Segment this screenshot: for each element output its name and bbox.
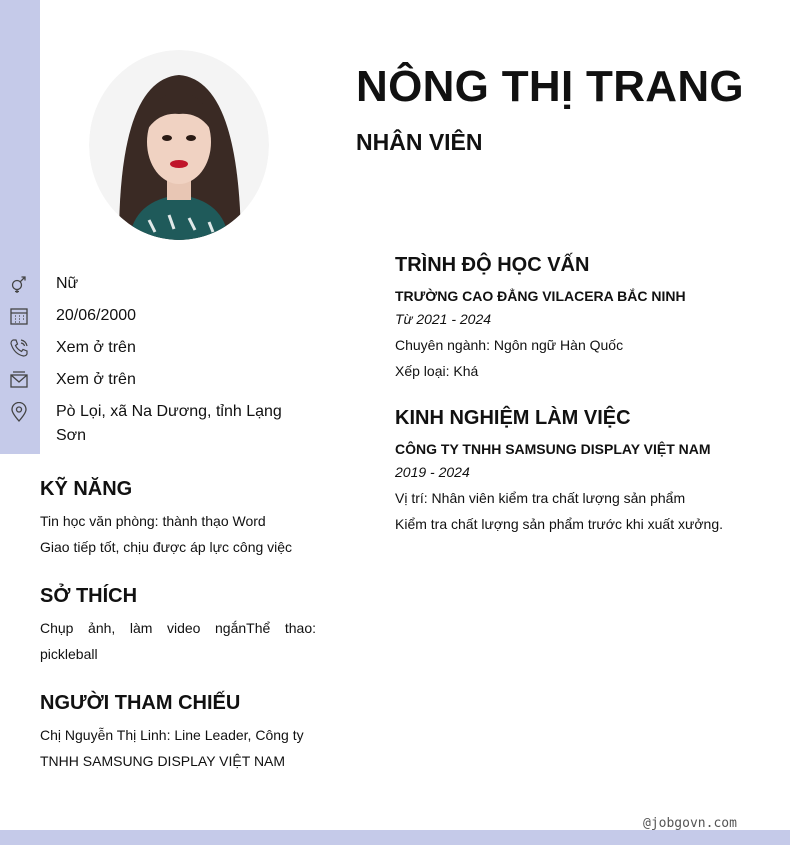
experience-period: 2019 - 2024: [395, 464, 470, 480]
phone-icon: [9, 338, 29, 358]
hobbies-title: SỞ THÍCH: [40, 585, 138, 607]
references-title: NGƯỜI THAM CHIẾU: [40, 692, 241, 714]
experience-company: CÔNG TY TNHH SAMSUNG DISPLAY VIỆT NAM: [395, 441, 711, 457]
education-section: [395, 252, 765, 384]
email-icon: [9, 370, 29, 390]
education-school: TRƯỜNG CAO ĐẲNG VILACERA BẮC NINH: [395, 288, 686, 304]
address-value: Pò Lọi, xã Na Dương, tỉnh Lạng Sơn: [56, 403, 282, 444]
watermark-text: @jobgovn.com: [643, 816, 737, 831]
references-text: Chị Nguyễn Thị Linh: Line Leader, Công ty TNHH SAMSUNG DISPLAY VIỆT NAM: [40, 727, 304, 769]
education-title: TRÌNH ĐỘ HỌC VẤN: [395, 254, 590, 276]
education-grade: Xếp loại: Khá: [395, 363, 479, 379]
contact-birthday: [0, 302, 330, 334]
footer-accent-bar: [0, 830, 790, 845]
avatar: [89, 50, 269, 240]
phone-value: Xem ở trên: [56, 339, 136, 356]
experience-role: Vị trí: Nhân viên kiểm tra chất lượng sản phẩm: [395, 490, 686, 506]
skills-section: [40, 476, 316, 560]
skill-item: Giao tiếp tốt, chịu được áp lực công việc: [40, 539, 293, 555]
education-major: Chuyên ngành: Ngôn ngữ Hàn Quốc: [395, 337, 624, 353]
calendar-icon: [9, 306, 29, 326]
gender-value: Nữ: [56, 275, 79, 292]
experience-title: KINH NGHIỆM LÀM VIỆC: [395, 407, 631, 429]
hobbies-section: [40, 583, 316, 667]
education-period: Từ 2021 - 2024: [395, 311, 492, 327]
skill-item: Tin học văn phòng: thành thạo Word: [40, 513, 266, 529]
contact-address: [0, 398, 330, 454]
email-value: Xem ở trên: [56, 371, 136, 388]
contact-phone: [0, 334, 330, 366]
references-section: [40, 690, 316, 774]
skills-title: KỸ NĂNG: [40, 478, 133, 500]
location-icon: [9, 402, 29, 422]
contact-gender: [0, 270, 330, 302]
candidate-position: NHÂN VIÊN: [356, 129, 483, 155]
birthday-value: 20/06/2000: [56, 307, 137, 324]
gender-icon: [9, 274, 29, 294]
hobbies-text: Chụp ảnh, làm video ngắnThể thao: pickleball: [40, 620, 316, 662]
experience-section: [395, 405, 765, 537]
contact-email: [0, 366, 330, 398]
experience-description: Kiểm tra chất lượng sản phẩm trước khi xuất xưởng.: [395, 516, 724, 532]
candidate-name: NÔNG THỊ TRANG: [356, 62, 744, 111]
contact-list: [0, 270, 330, 454]
